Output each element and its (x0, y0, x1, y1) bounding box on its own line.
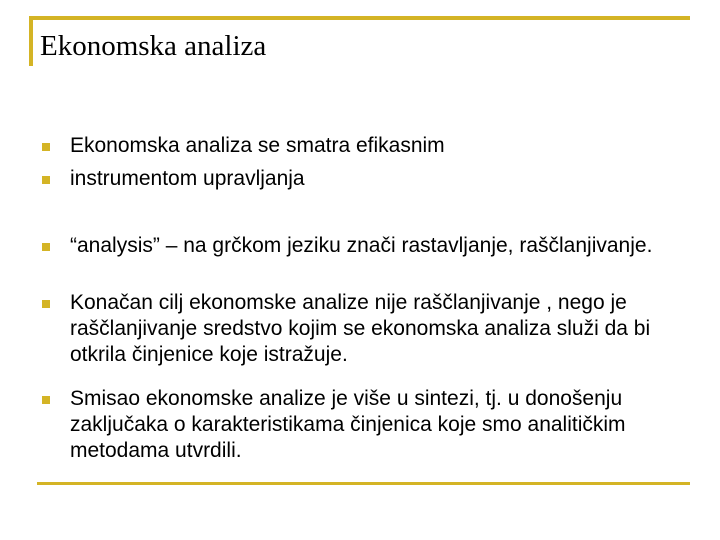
bottom-rule (37, 482, 690, 485)
bullet-item (70, 166, 700, 192)
bullet-item (70, 133, 700, 159)
bullet-text: Ekonomska analiza se smatra efikasnim (70, 134, 445, 157)
square-bullet-icon (42, 300, 50, 308)
square-bullet-icon (42, 396, 50, 404)
bullet-text: “analysis” – na grčkom jeziku znači rastavljanje, raščlanjivanje. (70, 234, 653, 257)
bullet-item (70, 386, 655, 464)
bullet-text: instrumentom upravljanja (70, 167, 305, 190)
square-bullet-icon (42, 176, 50, 184)
square-bullet-icon (42, 143, 50, 151)
bullet-text: Smisao ekonomske analize je više u sintezi, tj. u donošenju zaključaka o karakteristikama činjenica koje smo analitičkim metodama utvrdili. (70, 387, 626, 462)
bullet-item (70, 290, 655, 368)
slide-title: Ekonomska analiza (40, 30, 267, 62)
bullet-item (70, 233, 655, 259)
bullet-text: Konačan cilj ekonomske analize nije raščlanjivanje , nego je raščlanjivanje sredstvo kojim se ekonomska analiza služi da bi otkrila činjenice koje istražuje. (70, 291, 651, 366)
square-bullet-icon (42, 243, 50, 251)
